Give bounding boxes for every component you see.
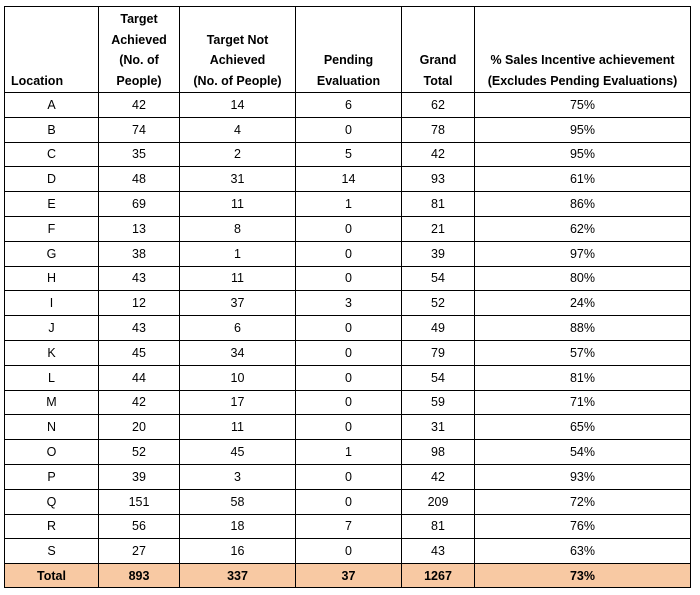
table-row: [5, 415, 691, 440]
table-row: [5, 241, 691, 266]
incentive-percent-cell: 65%: [475, 415, 691, 440]
pending-evaluation-cell: 0: [296, 539, 402, 564]
table-row: [5, 464, 691, 489]
target-not-achieved-cell: 16: [180, 539, 296, 564]
target-achieved-cell: 35: [99, 142, 180, 167]
grand-total-cell: 39: [402, 241, 475, 266]
target-not-achieved-cell: 10: [180, 365, 296, 390]
target-not-achieved-cell: 18: [180, 514, 296, 539]
total-pending-evaluation-cell: 37: [296, 564, 402, 588]
total-grand-total-cell: 1267: [402, 564, 475, 588]
total-target-not-achieved-cell: 337: [180, 564, 296, 588]
incentive-percent-cell: 88%: [475, 316, 691, 341]
header-line: Achieved: [111, 32, 167, 47]
table-footer: [5, 564, 691, 588]
target-not-achieved-cell: 37: [180, 291, 296, 316]
header-line: Target Not: [206, 32, 269, 47]
table-row: [5, 117, 691, 142]
grand-total-cell: 59: [402, 390, 475, 415]
header-line: People): [116, 73, 162, 88]
incentive-percent-cell: 80%: [475, 266, 691, 291]
pending-evaluation-cell: 7: [296, 514, 402, 539]
target-not-achieved-cell: 4: [180, 117, 296, 142]
target-achieved-cell: 43: [99, 266, 180, 291]
table-body: [5, 93, 691, 564]
incentive-percent-cell: 97%: [475, 241, 691, 266]
location-cell: I: [5, 291, 99, 316]
incentive-percent-cell: 95%: [475, 142, 691, 167]
target-not-achieved-cell: 14: [180, 93, 296, 118]
header-incentive-percent: [475, 7, 691, 93]
table-row: [5, 216, 691, 241]
incentive-percent-cell: 61%: [475, 167, 691, 192]
target-achieved-cell: 38: [99, 241, 180, 266]
target-not-achieved-cell: 11: [180, 266, 296, 291]
incentive-percent-cell: 63%: [475, 539, 691, 564]
table-header: [5, 7, 691, 93]
grand-total-cell: 43: [402, 539, 475, 564]
pending-evaluation-cell: 0: [296, 117, 402, 142]
location-cell: M: [5, 390, 99, 415]
grand-total-cell: 62: [402, 93, 475, 118]
target-achieved-cell: 45: [99, 340, 180, 365]
target-achieved-cell: 13: [99, 216, 180, 241]
incentive-percent-cell: 95%: [475, 117, 691, 142]
incentive-percent-cell: 62%: [475, 216, 691, 241]
table-row: [5, 316, 691, 341]
pending-evaluation-cell: 0: [296, 365, 402, 390]
header-pending-evaluation: [296, 7, 402, 93]
table-row: [5, 192, 691, 217]
target-achieved-cell: 151: [99, 489, 180, 514]
pending-evaluation-cell: 0: [296, 415, 402, 440]
incentive-percent-cell: 86%: [475, 192, 691, 217]
grand-total-cell: 42: [402, 464, 475, 489]
location-cell: A: [5, 93, 99, 118]
location-cell: B: [5, 117, 99, 142]
target-not-achieved-cell: 8: [180, 216, 296, 241]
grand-total-cell: 81: [402, 514, 475, 539]
pending-evaluation-cell: 1: [296, 192, 402, 217]
grand-total-cell: 54: [402, 266, 475, 291]
total-incentive-percent-cell: 73%: [475, 564, 691, 588]
table-row: [5, 167, 691, 192]
grand-total-cell: 54: [402, 365, 475, 390]
header-line: (No. of: [119, 53, 159, 67]
pending-evaluation-cell: 1: [296, 440, 402, 465]
header-line: Total: [423, 73, 453, 88]
target-achieved-cell: 20: [99, 415, 180, 440]
grand-total-cell: 31: [402, 415, 475, 440]
location-cell: O: [5, 440, 99, 465]
table-row: [5, 340, 691, 365]
incentive-percent-cell: 81%: [475, 365, 691, 390]
location-cell: D: [5, 167, 99, 192]
header-row: [5, 7, 691, 93]
target-not-achieved-cell: 31: [180, 167, 296, 192]
target-achieved-cell: 48: [99, 167, 180, 192]
target-achieved-cell: 27: [99, 539, 180, 564]
header-line: Location: [11, 73, 64, 88]
pending-evaluation-cell: 5: [296, 142, 402, 167]
target-not-achieved-cell: 11: [180, 192, 296, 217]
header-line: Target: [120, 12, 158, 26]
grand-total-cell: 49: [402, 316, 475, 341]
header-location: [5, 7, 99, 93]
table-row: [5, 365, 691, 390]
pending-evaluation-cell: 14: [296, 167, 402, 192]
header-line: Grand: [419, 53, 457, 67]
table-row: [5, 440, 691, 465]
grand-total-cell: 98: [402, 440, 475, 465]
grand-total-cell: 79: [402, 340, 475, 365]
incentive-percent-cell: 57%: [475, 340, 691, 365]
header-line: (Excludes Pending Evaluations): [487, 73, 678, 88]
incentive-percent-cell: 72%: [475, 489, 691, 514]
location-cell: G: [5, 241, 99, 266]
header-line: % Sales Incentive achievement: [490, 53, 675, 67]
target-not-achieved-cell: 45: [180, 440, 296, 465]
target-not-achieved-cell: 58: [180, 489, 296, 514]
pending-evaluation-cell: 0: [296, 390, 402, 415]
pending-evaluation-cell: 0: [296, 464, 402, 489]
header-target-achieved: [99, 7, 180, 93]
location-cell: N: [5, 415, 99, 440]
pending-evaluation-cell: 6: [296, 93, 402, 118]
target-not-achieved-cell: 6: [180, 316, 296, 341]
header-line: (No. of People): [193, 73, 282, 88]
target-achieved-cell: 39: [99, 464, 180, 489]
incentive-percent-cell: 71%: [475, 390, 691, 415]
pending-evaluation-cell: 0: [296, 489, 402, 514]
incentive-percent-cell: 54%: [475, 440, 691, 465]
target-achieved-cell: 56: [99, 514, 180, 539]
location-cell: C: [5, 142, 99, 167]
location-cell: P: [5, 464, 99, 489]
pending-evaluation-cell: 0: [296, 216, 402, 241]
table-row: [5, 266, 691, 291]
pending-evaluation-cell: 0: [296, 241, 402, 266]
target-achieved-cell: 42: [99, 390, 180, 415]
target-achieved-cell: 52: [99, 440, 180, 465]
location-cell: L: [5, 365, 99, 390]
location-cell: K: [5, 340, 99, 365]
table-row: [5, 390, 691, 415]
table-row: [5, 489, 691, 514]
table-row: [5, 291, 691, 316]
table-row: [5, 142, 691, 167]
header-line: Evaluation: [316, 73, 381, 88]
location-cell: R: [5, 514, 99, 539]
total-target-achieved-cell: 893: [99, 564, 180, 588]
location-cell: E: [5, 192, 99, 217]
header-target-not-achieved: [180, 7, 296, 93]
grand-total-cell: 21: [402, 216, 475, 241]
table-row: [5, 539, 691, 564]
target-not-achieved-cell: 2: [180, 142, 296, 167]
target-not-achieved-cell: 11: [180, 415, 296, 440]
incentive-percent-cell: 76%: [475, 514, 691, 539]
total-label: Total: [5, 564, 99, 588]
table-row: [5, 93, 691, 118]
target-achieved-cell: 43: [99, 316, 180, 341]
sales-incentive-table: [4, 6, 691, 588]
grand-total-cell: 93: [402, 167, 475, 192]
location-cell: Q: [5, 489, 99, 514]
target-not-achieved-cell: 3: [180, 464, 296, 489]
header-line: Pending: [323, 53, 374, 67]
table-row: [5, 514, 691, 539]
pending-evaluation-cell: 3: [296, 291, 402, 316]
target-not-achieved-cell: 1: [180, 241, 296, 266]
incentive-percent-cell: 93%: [475, 464, 691, 489]
target-achieved-cell: 12: [99, 291, 180, 316]
target-achieved-cell: 42: [99, 93, 180, 118]
incentive-percent-cell: 75%: [475, 93, 691, 118]
pending-evaluation-cell: 0: [296, 316, 402, 341]
target-not-achieved-cell: 34: [180, 340, 296, 365]
grand-total-cell: 78: [402, 117, 475, 142]
target-not-achieved-cell: 17: [180, 390, 296, 415]
target-achieved-cell: 74: [99, 117, 180, 142]
location-cell: H: [5, 266, 99, 291]
header-grand-total: [402, 7, 475, 93]
target-achieved-cell: 69: [99, 192, 180, 217]
grand-total-cell: 209: [402, 489, 475, 514]
grand-total-cell: 81: [402, 192, 475, 217]
header-line: Achieved: [209, 53, 266, 67]
pending-evaluation-cell: 0: [296, 340, 402, 365]
location-cell: S: [5, 539, 99, 564]
grand-total-cell: 52: [402, 291, 475, 316]
pending-evaluation-cell: 0: [296, 266, 402, 291]
grand-total-cell: 42: [402, 142, 475, 167]
location-cell: F: [5, 216, 99, 241]
target-achieved-cell: 44: [99, 365, 180, 390]
total-row: [5, 564, 691, 588]
location-cell: J: [5, 316, 99, 341]
incentive-percent-cell: 24%: [475, 291, 691, 316]
